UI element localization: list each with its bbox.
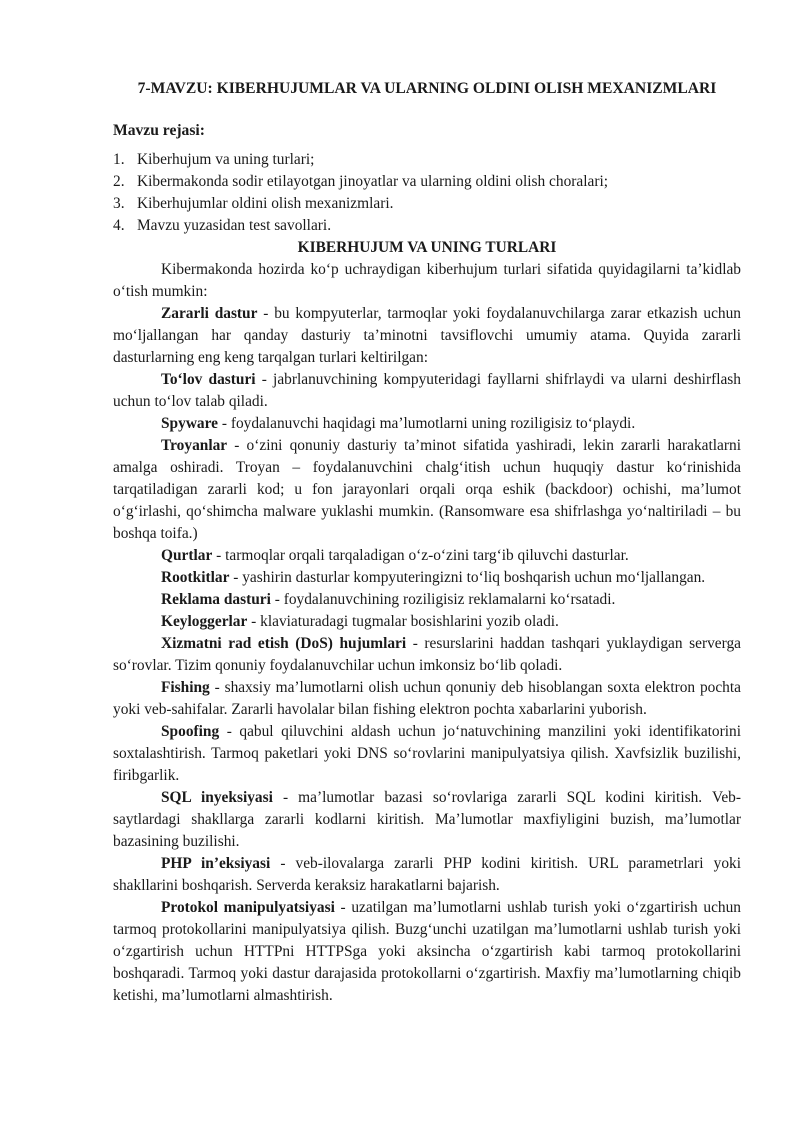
definition-paragraph xyxy=(113,633,741,677)
definition-paragraph xyxy=(113,589,741,611)
list-text: Kiberhujumlar oldini olish mexanizmlari. xyxy=(137,195,394,212)
definition-text: - shaxsiy ma’lumotlarni olish uchun qonuniy deb hisoblangan soxta elektron pochta yoki veb-sahifalar. Zararli havolalar bilan fishing elektron pochta xabarlarini yuborish. xyxy=(113,679,741,718)
definition-text: - bu kompyuterlar, tarmoqlar yoki foydalanuvchilarga zarar etkazish uchun mo‘ljallangan har qanday dasturiy ta’minotni tavsiflovchi umumiy atama. Quyida zararli dasturlarning eng keng tarqalgan turlari keltirilgan: xyxy=(113,305,741,366)
list-item xyxy=(113,193,741,215)
definition-term: Qurtlar xyxy=(161,547,213,564)
list-item xyxy=(113,149,741,171)
list-text: Kiberhujum va uning turlari; xyxy=(137,151,315,168)
intro-paragraph: Kibermakonda hozirda ko‘p uchraydigan kiberhujum turlari sifatida quyidagilarni ta’kidlab o‘tish mumkin: xyxy=(113,261,741,300)
definition-text: - klaviaturadagi tugmalar bosishlarini yozib oladi. xyxy=(247,613,559,630)
page-title: 7-MAVZU: KIBERHUJUMLAR VA ULARNING OLDINI OLISH MEXANIZMLARI xyxy=(137,80,717,97)
definition-paragraph xyxy=(113,677,741,721)
definition-paragraph xyxy=(113,369,741,413)
definition-paragraph xyxy=(113,721,741,787)
list-number: 3. xyxy=(113,195,125,212)
definition-text: - jabrlanuvchining kompyuteridagi fayllarni shifrlaydi va ularni deshirflash uchun to‘lov talab qiladi. xyxy=(113,371,741,410)
definition-term: Xizmatni rad etish (DoS) hujumlari xyxy=(161,635,407,652)
definition-term: Troyanlar xyxy=(161,437,228,454)
definition-text: - foydalanuvchi haqidagi ma’lumotlarni uning roziligisiz to‘playdi. xyxy=(218,415,636,432)
definition-term: Keyloggerlar xyxy=(161,613,248,630)
definition-term: PHP in’eksiyasi xyxy=(161,855,271,872)
list-text: Mavzu yuzasidan test savollari. xyxy=(137,217,332,234)
definition-term: To‘lov dasturi xyxy=(161,371,256,388)
document-page xyxy=(113,66,741,1007)
definition-paragraph xyxy=(113,787,741,853)
definition-term: Spoofing xyxy=(161,723,220,740)
list-item xyxy=(113,171,741,193)
list-number: 4. xyxy=(113,217,125,234)
plan-list xyxy=(113,149,741,237)
definition-term: Zararli dastur xyxy=(161,305,258,322)
definition-term: Reklama dasturi xyxy=(161,591,271,608)
definition-paragraph xyxy=(113,567,741,589)
definition-term: Spyware xyxy=(161,415,219,432)
definition-text: - o‘zini qonuniy dasturiy ta’minot sifatida yashiradi, lekin zararli harakatlarni amalga oshiradi. Troyan – foydalanuvchini chalg‘itish uchun huquqiy dastur ko‘rinishida tarqatiladigan zararli kod; u fon jarayonlari orqali orqa eshik (backdoor) ochishi, ma’lumot o‘g‘irlashi, qo‘shimcha malware yuklashi mumkin. (Ransomware esa shifrlashga yo‘naltiriladi – bu boshqa toifa.) xyxy=(113,437,741,542)
definition-text: - resurslarini haddan tashqari yuklaydigan serverga so‘rovlar. Tizim qonuniy foydalanuvchilar uchun imkonsiz bo‘lib qoladi. xyxy=(113,635,741,674)
definition-term: SQL inyeksiyasi xyxy=(161,789,273,806)
definition-paragraph xyxy=(113,303,741,369)
list-number: 2. xyxy=(113,173,125,190)
definition-paragraph xyxy=(113,897,741,1007)
definition-term: Fishing xyxy=(161,679,210,696)
definition-text: - tarmoqlar orqali tarqaladigan o‘z-o‘zini targ‘ib qiluvchi dasturlar. xyxy=(212,547,629,564)
definition-paragraph xyxy=(113,611,741,633)
definition-text: - uzatilgan ma’lumotlarni ushlab turish yoki o‘zgartirish uchun tarmoq protokollarini manipulyatsiya qilish. Buzg‘unchi uzatilgan ma’lumotlarni ushlab turish yoki o‘zgartirish uchun HTTPni HTTPSga yoki aksincha o‘zgartirish kabi tarmoq protokollarini boshqaradi. Tarmoq yoki dastur darajasida protokollarni o‘zgartirish. Maxfiy ma’lumotlarning chiqib ketishi, ma’lumotlarni almashtirish. xyxy=(113,899,741,1004)
list-text: Kibermakonda sodir etilayotgan jinoyatlar va ularning oldini olish choralari; xyxy=(137,173,608,190)
list-number: 1. xyxy=(113,151,125,168)
list-item xyxy=(113,215,741,237)
definition-text: - veb-ilovalarga zararli PHP kodini kiritish. URL parametrlari yoki shakllarini boshqarish. Serverda keraksiz harakatlarni bajarish. xyxy=(113,855,742,894)
definition-term: Protokol manipulyatsiyasi xyxy=(161,899,335,916)
definition-paragraph xyxy=(113,545,741,567)
plan-heading: Mavzu rejasi: xyxy=(113,122,205,139)
definition-text: - qabul qiluvchini aldash uchun jo‘natuvchining manzilini yoki identifikatorini soxtalashtirish. Tarmoq paketlari yoki DNS so‘rovlarini manipulyatsiya qilish. Xavfsizlik buzilishi, firibgarlik. xyxy=(113,723,741,784)
section-heading: KIBERHUJUM VA UNING TURLARI xyxy=(297,239,557,256)
definition-text: - foydalanuvchining roziligisiz reklamalarni ko‘rsatadi. xyxy=(270,591,616,608)
definition-term: Rootkitlar xyxy=(161,569,230,586)
definition-text: - ma’lumotlar bazasi so‘rovlariga zararli SQL kodini kiritish. Veb-saytlardagi shakllarga zararli kodlarni kiritish. Ma’lumotlar maxfiyligini buzish, ma’lumotlar bazasining buzilishi. xyxy=(113,789,741,850)
definition-text: - yashirin dasturlar kompyuteringizni to‘liq boshqarish uchun mo‘ljallangan. xyxy=(229,569,706,586)
definition-paragraph xyxy=(113,435,741,545)
definition-paragraph xyxy=(113,853,741,897)
definition-paragraph xyxy=(113,413,741,435)
